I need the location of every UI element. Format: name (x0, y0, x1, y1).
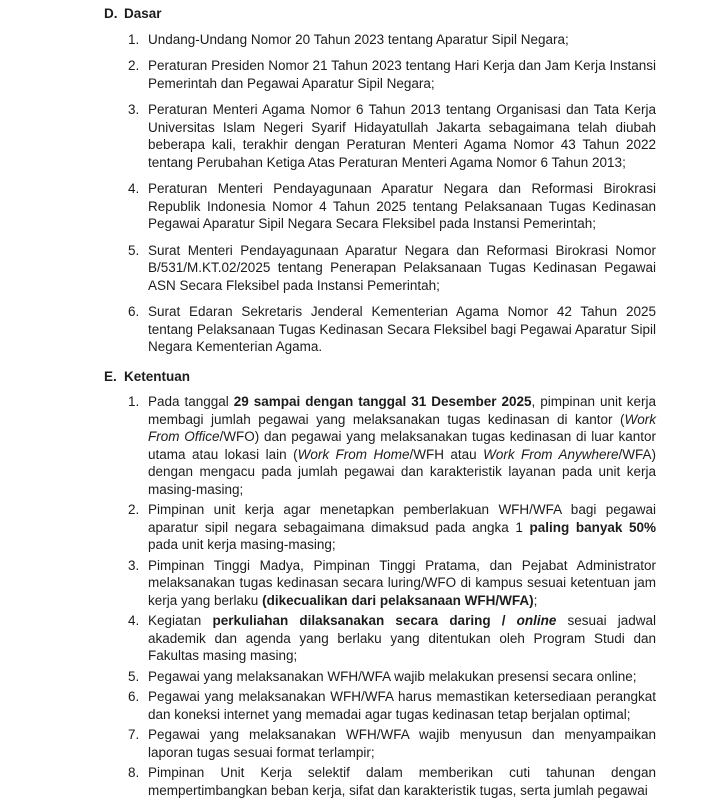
text-segment: Work From Home (297, 446, 410, 462)
text-segment: Pada tanggal (148, 394, 234, 409)
item-text (148, 764, 656, 799)
text-segment: Pegawai yang melaksanakan WFH/WFA harus memastikan ketersediaan perangkat dan koneksi internet yang memadai agar tugas kedinasan tetap berjalan optimal; (148, 689, 656, 722)
list-item (104, 668, 656, 686)
text-segment: perkuliahan dilaksanakan secara daring / (212, 613, 517, 628)
list-item (104, 688, 656, 723)
text-segment: ; (533, 592, 538, 608)
item-text (148, 393, 656, 498)
item-number: 6. (128, 689, 140, 704)
text-segment: Surat Menteri Pendayagunaan Aparatur Negara dan Reformasi Birokrasi Nomor B/531/M.KT.02/2025 tentang Penerapan Pelaksanaan Tugas Kedinasan Pegawai ASN Secara Fleksibel pada Instansi Pemerintah; (148, 242, 656, 293)
section-ketentuan (104, 368, 656, 800)
text-segment: Work From Office (148, 411, 656, 444)
item-number: 4. (128, 613, 140, 628)
list-item (104, 57, 656, 92)
item-number: 2. (128, 58, 140, 73)
item-number: 7. (128, 727, 140, 742)
text-segment: Pegawai yang melaksanakan WFH/WFA wajib menyusun dan menyampaikan laporan tugas sesuai format terlampir; (148, 727, 656, 760)
text-segment: Work From Anywhere (483, 446, 619, 462)
text-segment: Undang-Undang Nomor 20 Tahun 2023 tentang Aparatur Sipil Negara; (148, 31, 569, 47)
section-title: Ketentuan (124, 368, 191, 384)
list-item (104, 31, 656, 49)
text-segment: Peraturan Menteri Pendayagunaan Aparatur Negara dan Reformasi Birokrasi Republik Indonesia Nomor 4 Tahun 2025 tentang Pelaksanaan Tugas Kedinasan Pegawai Aparatur Sipil Negara Secara Fleksibel pada Instansi Pemerintah; (148, 181, 656, 231)
list-item (104, 726, 656, 761)
item-number: 3. (128, 102, 140, 117)
item-number: 5. (128, 242, 140, 258)
item-text (148, 101, 656, 171)
item-text (148, 688, 656, 723)
text-segment: Pimpinan unit kerja agar menetapkan pemberlakuan WFH/WFA bagi pegawai aparatur sipil negara sebagaimana dimaksud pada angka 1 (148, 502, 656, 535)
item-number: 4. (128, 181, 140, 196)
text-segment: Peraturan Presiden Nomor 21 Tahun 2023 tentang Hari Kerja dan Jam Kerja Instansi Pemerintah dan Pegawai Aparatur Sipil Negara; (148, 58, 656, 91)
list-item (104, 764, 656, 799)
section-heading-dasar (104, 5, 656, 23)
list-item (104, 501, 656, 554)
text-segment: Kegiatan (148, 613, 213, 628)
item-text (148, 612, 656, 665)
item-number: 5. (128, 668, 140, 684)
text-segment: online (516, 613, 557, 628)
text-segment: (dikecualikan dari pelaksanaan WFH/WFA) (262, 592, 534, 608)
list-item (104, 557, 656, 610)
list-item (104, 303, 656, 356)
item-number: 2. (128, 502, 140, 517)
section-letter: D. (104, 6, 118, 21)
section-title: Dasar (124, 6, 162, 21)
text-segment: Surat Edaran Sekretaris Jenderal Kementerian Agama Nomor 42 Tahun 2025 tentang Pelaksanaan Tugas Kedinasan Secara Fleksibel bagi Pegawai Aparatur Sipil Negara Kementerian Agama. (148, 304, 656, 354)
section-dasar (104, 5, 656, 356)
item-text (148, 668, 656, 686)
item-text (148, 557, 656, 610)
list-item (104, 393, 656, 498)
text-segment: Pegawai yang melaksanakan WFH/WFA wajib melakukan presensi secara online; (148, 668, 637, 684)
item-number: 3. (128, 557, 140, 573)
item-text (148, 180, 656, 233)
item-text (148, 501, 656, 554)
text-segment: sesuai jadwal akademik dan agenda yang berlaku yang ditentukan oleh Program Studi dan Fakultas masing masing; (148, 613, 657, 663)
item-text (148, 57, 656, 92)
text-segment: Peraturan Menteri Agama Nomor 6 Tahun 2013 tentang Organisasi dan Tata Kerja Universitas Islam Negeri Syarif Hidayatullah Jakarta sebagaimana telah diubah beberapa kali, terakhir dengan Peraturan Menteri Agama Nomor 43 Tahun 2022 tentang Perubahan Ketiga Atas Peraturan Menteri Agama Nomor 6 Tahun 2013; (148, 102, 656, 170)
text-segment: Pimpinan Tinggi Madya, Pimpinan Tinggi Pratama, dan Pejabat Administrator melaksanakan tugas kedinasan secara luring/WFO di kampus sesuai ketentuan jam kerja yang berlaku (148, 557, 656, 608)
section-heading-ketentuan (104, 368, 656, 386)
section-letter: E. (104, 368, 117, 384)
list-item (104, 242, 656, 295)
item-text (148, 726, 656, 761)
text-segment: /WFO) dan pegawai yang melaksanakan tugas kedinasan di luar kantor utama atau lokasi lain ( (148, 429, 656, 462)
item-number: 6. (128, 304, 140, 319)
text-segment: Pimpinan Unit Kerja selektif dalam memberikan cuti tahunan dengan mempertimbangkan beban kerja, sifat dan karakteristik tugas, serta jumlah pegawai (148, 765, 656, 798)
list-item (104, 180, 656, 233)
text-segment: /WFH atau (409, 446, 484, 462)
item-number: 1. (128, 31, 140, 47)
list-item (104, 612, 656, 665)
text-segment: paling banyak 50% (529, 519, 657, 535)
list-item (104, 101, 656, 171)
text-segment: , pimpinan unit kerja membagi jumlah pegawai yang melaksanakan tugas kedinasan di kantor ( (148, 394, 656, 427)
section-ketentuan-list (104, 393, 656, 799)
text-segment: /WFA) dengan mengacu pada jumlah pegawai dan karakteristik layanan pada unit kerja masing-masing; (148, 446, 657, 497)
text-segment: 29 sampai dengan tanggal 31 Desember 2025 (233, 394, 532, 409)
item-text (148, 303, 656, 356)
section-dasar-list (104, 31, 656, 356)
text-segment: pada unit kerja masing-masing; (148, 537, 336, 552)
item-text (148, 242, 656, 295)
item-number: 8. (128, 765, 140, 780)
item-text (148, 31, 656, 49)
item-number: 1. (128, 394, 140, 409)
